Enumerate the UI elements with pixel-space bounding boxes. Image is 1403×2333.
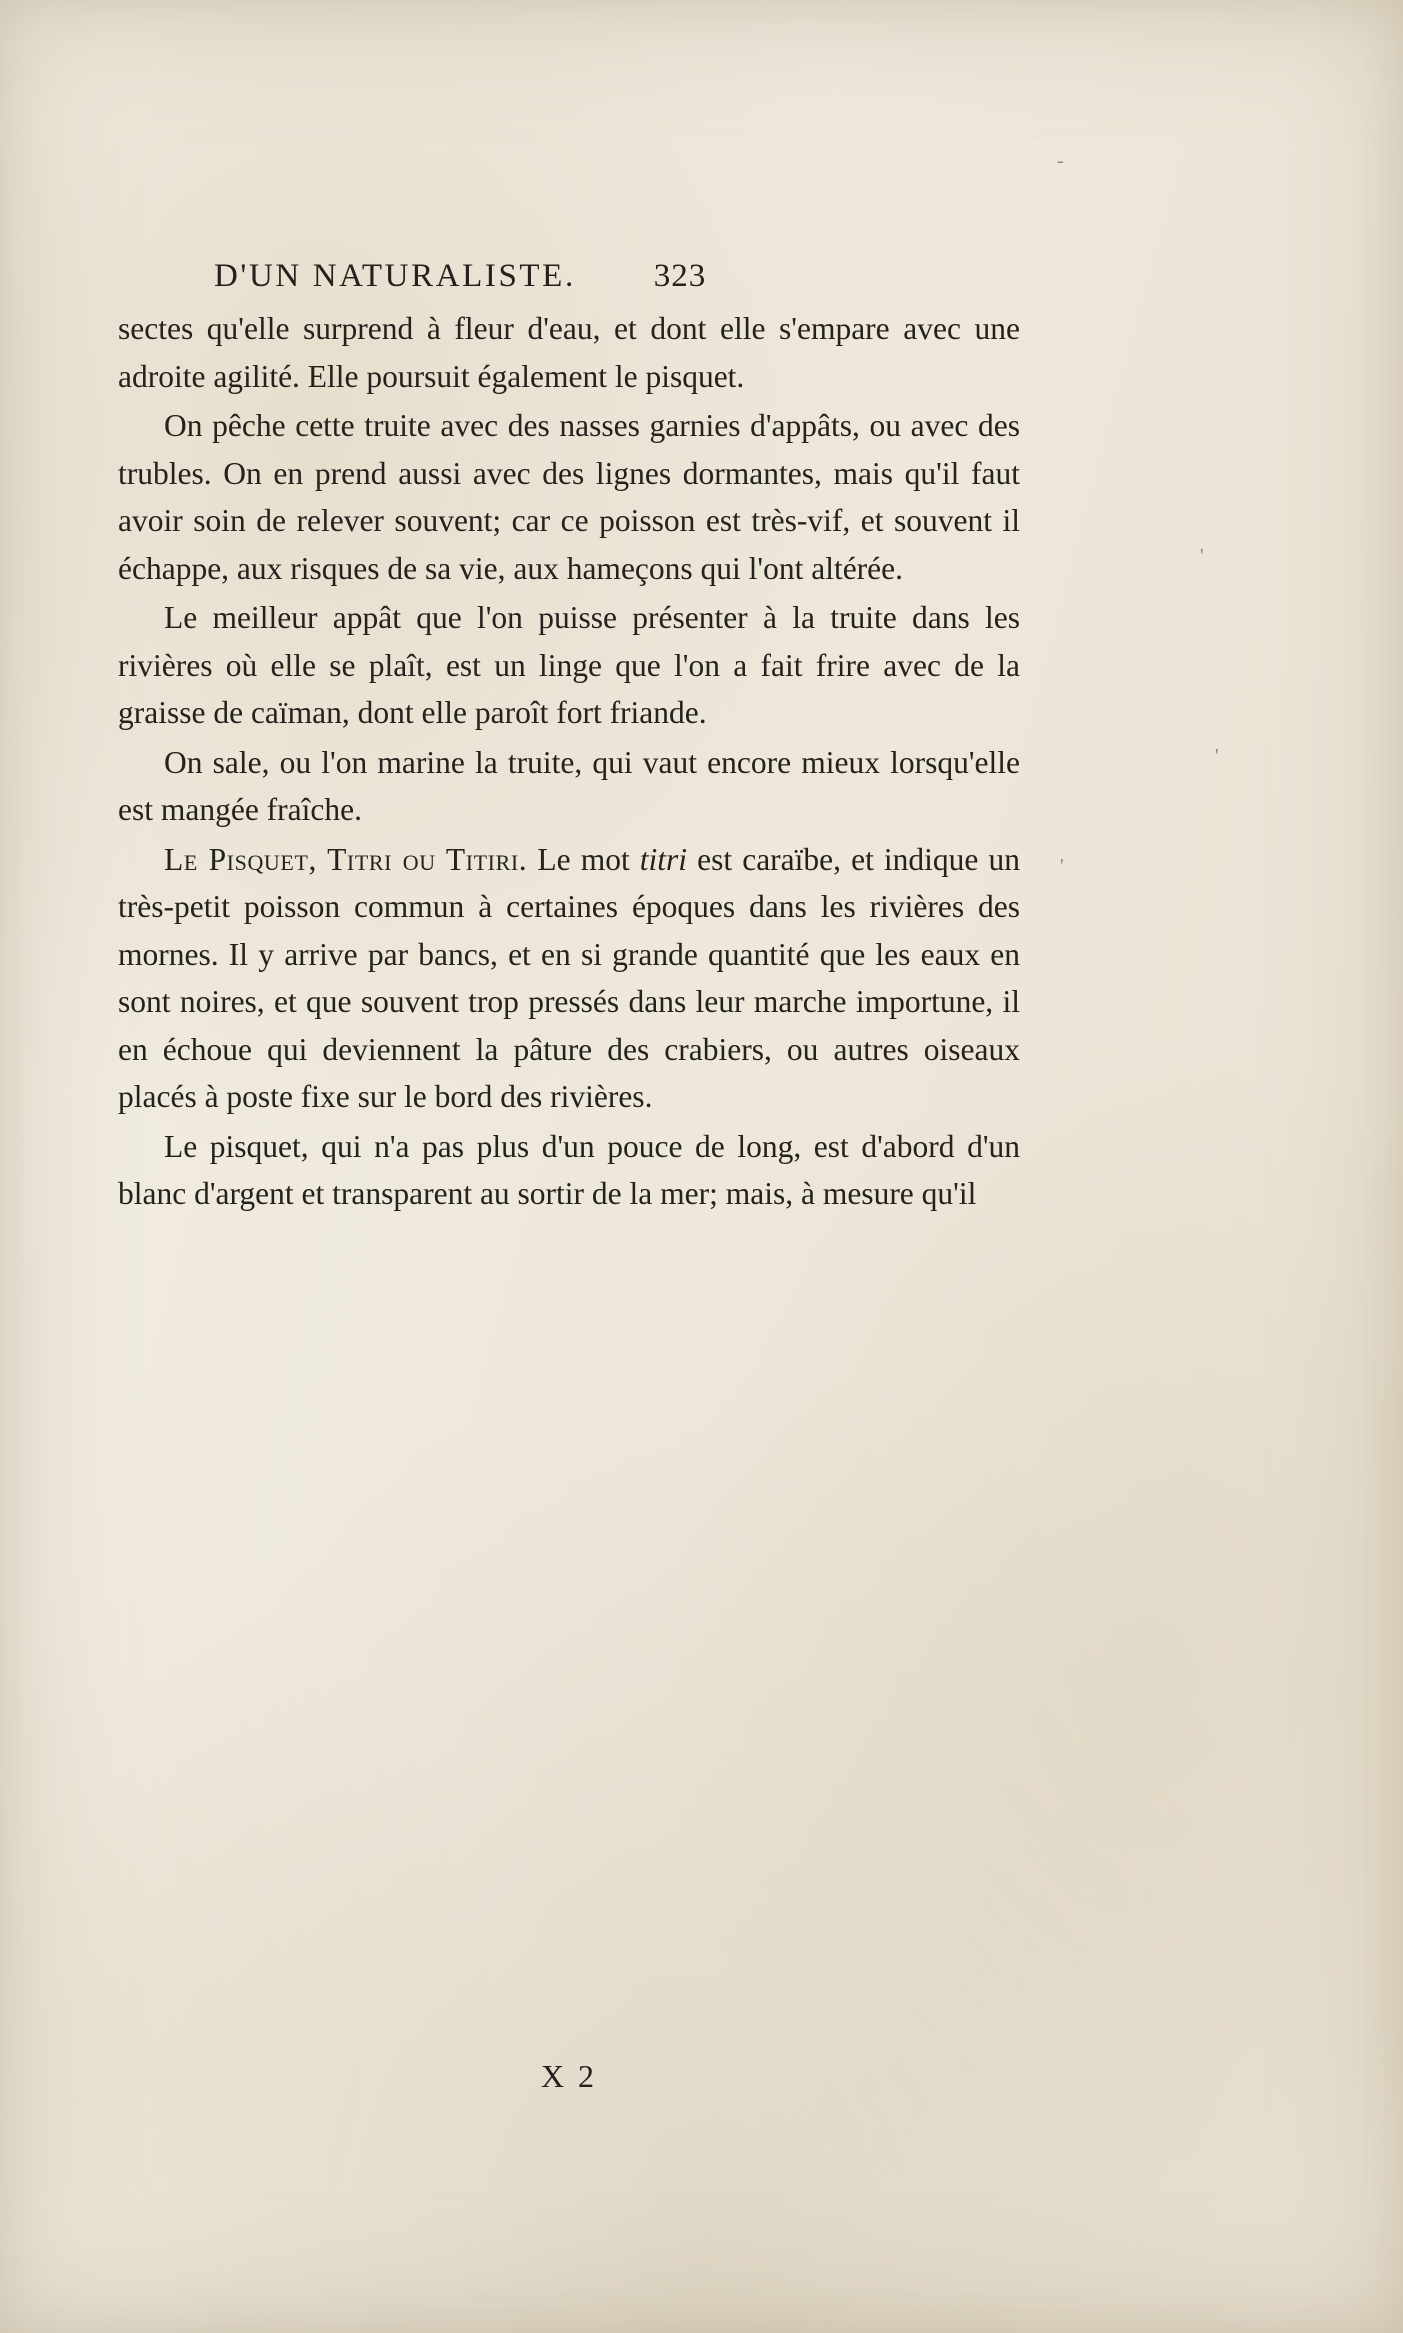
italic-term: titri — [639, 841, 688, 877]
lead-text: Le mot — [527, 841, 640, 877]
paragraph: sectes qu'elle surprend à fleur d'eau, et dont elle s'empare avec une adroite agilité. Elle poursuit également le pisquet. — [118, 311, 1020, 394]
paragraph: Le pisquet, qui n'a pas plus d'un pouce de long, est d'abord d'un blanc d'argent et transparent au sortir de la mer; mais, à mesure qu'il — [118, 1128, 1020, 1211]
paragraph: On sale, ou l'on marine la truite, qui vaut encore mieux lorsqu'elle est mangée fraîche. — [118, 744, 1020, 827]
paragraph-with-heading — [118, 836, 1020, 1121]
page-text-block — [118, 258, 1020, 2094]
paragraph: On pêche cette truite avec des nasses garnies d'appâts, ou avec des trubles. On en prend aussi avec des lignes dormantes, mais qu'il faut avoir soin de relever souvent; car ce poisson est très-vif, et souvent il échappe, aux risques de sa vie, aux hameçons qui l'ont altérée. — [118, 408, 1020, 586]
inline-heading: Le Pisquet, Titri ou Titiri. — [164, 841, 528, 877]
margin-mark-icon: - — [1057, 150, 1064, 172]
page-number: 323 — [653, 258, 707, 294]
margin-mark-icon: ' — [1215, 745, 1219, 767]
margin-mark-icon: ' — [1200, 545, 1204, 567]
paragraph: Le meilleur appât que l'on puisse présenter à la truite dans les rivières où elle se plaît, est un linge que l'on a fait frire avec de la graisse de caïman, dont elle paroît fort friande. — [118, 600, 1020, 730]
signature-mark: X 2 — [540, 2058, 598, 2094]
page-header — [214, 258, 1020, 295]
paragraph-body: est caraïbe, et indique un très-petit poisson commun à certaines époques dans les rivières des mornes. Il y arrive par bancs, et en si grande quantité que les eaux en sont noires, et que souvent trop pressés dans leur marche importune, il en échoue qui deviennent la pâture des crabiers, ou autres oiseaux placés à poste fixe sur le bord des rivières. — [118, 841, 1020, 1114]
margin-mark-icon: ' — [1060, 855, 1064, 877]
running-title: D'UN NATURALISTE. — [214, 258, 576, 294]
